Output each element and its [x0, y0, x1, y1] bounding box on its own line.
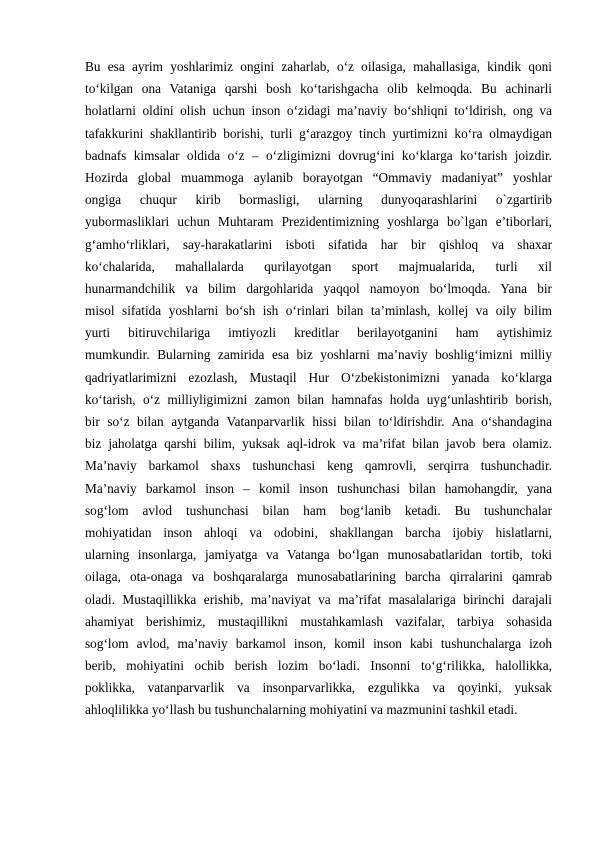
text-line-13: yurti bitiruvchilariga imtiyozli kreditlar berilayotganini ham aytishimiz [85, 325, 552, 341]
text-line-26: ahamiyat berishimiz, mustaqillikni mustahkamlash vazifalar, tarbiya sohasida [85, 613, 552, 629]
text-line-12: misol sifatida yoshlarni bo‘sh ish o‘rinlari bilan ta’minlash, kollej va oily bilim [85, 303, 552, 319]
text-line-15: qadriyatlarimizni ezozlash, Mustaqil Hur O‘zbekistonimizni yanada ko‘klarga [85, 369, 552, 385]
text-line-5: badnafs kimsalar oldida o‘z – o‘zligimizni dovrug‘ini ko‘klarga ko‘tarish joizdir. [85, 147, 552, 163]
text-line-17: bir so‘z bilan aytganda Vatanparvarlik hissi bilan to‘ldirishdir. Ana o‘shandagina [85, 414, 552, 429]
text-line-23: ularning insonlarga, jamiyatga va Vatanga bo‘lgan munosabatlaridan tortib, toki [85, 547, 552, 563]
body-paragraph [85, 56, 552, 722]
text-line-20: Ma’naviy barkamol inson – komil inson tushunchasi bilan hamohangdir, yana [85, 480, 552, 496]
text-line-11: hunarmandchilik va bilim dargohlarida yaqqol namoyon bo‘lmoqda. Yana bir [85, 280, 552, 296]
text-line-18: biz jaholatga qarshi bilim, yuksak aql-idrok va ma’rifat bilan javob bera olamiz. [85, 436, 552, 452]
text-line-9: g‘amho‘rliklari, say-harakatlarini isboti sifatida har bir qishloq va shaxar [85, 236, 552, 252]
text-line-27: sog‘lom avlod, ma’naviy barkamol inson, komil inson kabi tushunchalarga izoh [85, 635, 552, 651]
text-line-10: ko‘chalarida, mahallalarda qurilayotgan sport majmualarida, turli xil [85, 258, 552, 274]
text-line-6: Hozirda global muammoga aylanib borayotgan “Ommaviy madaniyat” yoshlar [85, 169, 552, 185]
text-line-30: ahloqlilikka yo‘llash bu tushunchalarning mohiyatini va mazmunini tashkil etadi. [85, 702, 518, 718]
text-line-8: yubormasliklari uchun Muhtaram Prezidentimizning yoshlarga bo`lgan e’tiborlari, [85, 214, 552, 230]
text-line-3: holatlarni oldini olish uchun inson o‘zidagi ma’naviy bo‘shliqni to‘ldirish, ong va [85, 103, 552, 119]
text-line-2: to‘kilgan ona Vataniga qarshi bosh ko‘tarishgacha olib kelmoqda. Bu achinarli [85, 81, 552, 97]
text-line-1: Bu esa ayrim yoshlarimiz ongini zaharlab, o‘z oilasiga, mahallasiga, kindik qoni [85, 59, 552, 74]
text-line-29: poklikka, vatanparvarlik va insonparvarlikka, ezgulikka va qoyinki, yuksak [85, 680, 552, 696]
text-line-28: berib, mohiyatini ochib berish lozim bo‘ladi. Insonni to‘g‘rilikka, halollikka, [85, 658, 552, 674]
text-line-4: tafakkurini shakllantirib borishi, turli g‘arazgoy tinch yurtimizni ko‘ra olmaydigan [85, 125, 552, 141]
text-line-19: Ma’naviy barkamol shaxs tushunchasi keng qamrovli, serqirra tushunchadir. [85, 458, 552, 474]
text-line-16: ko‘tarish, o‘z milliyligimizni zamon bilan hamnafas holda uyg‘unlashtirib borish, [85, 391, 552, 407]
text-line-21: sog‘lom avlod tushunchasi bilan ham bog‘lanib ketadi. Bu tushunchalar [85, 502, 552, 518]
text-line-25: oladi. Mustaqillikka erishib, ma’naviyat va ma’rifat masalalariga birinchi darajali [85, 591, 552, 607]
text-line-24: oilaga, ota-onaga va boshqaralarga munosabatlarining barcha qirralarini qamrab [85, 569, 552, 585]
text-line-7: ongiga chuqur kirib bormasligi, ularning dunyoqarashlarini o`zgartirib [85, 192, 552, 208]
text-line-14: mumkundir. Bularning zamirida esa biz yoshlarni ma’naviy boshlig‘imizni milliy [85, 347, 552, 363]
text-line-22: mohiyatidan inson ahloqi va odobini, shakllangan barcha ijobiy hislatlarni, [85, 524, 552, 540]
